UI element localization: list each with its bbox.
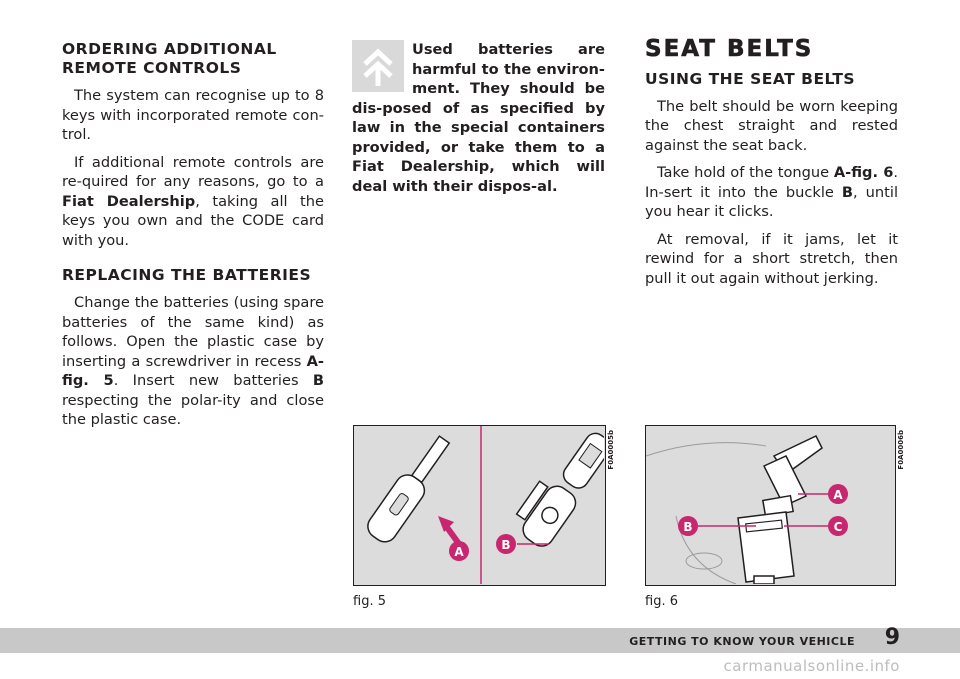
text: , until you hear it clicks. bbox=[645, 183, 898, 220]
figure-6-seat-belt bbox=[645, 425, 896, 586]
section-title: SEAT BELTS bbox=[645, 36, 814, 62]
figure-5-code: F0A0005b bbox=[607, 430, 615, 470]
paragraph bbox=[645, 163, 898, 222]
label-b: B bbox=[501, 538, 511, 552]
bold-text: B bbox=[312, 372, 325, 389]
label-b: B bbox=[683, 520, 693, 534]
heading-ordering-remotes: ORDERING ADDITIONAL REMOTE CONTROLS bbox=[62, 40, 277, 77]
watermark: carmanualsonline.info bbox=[723, 657, 900, 675]
label-a: A bbox=[454, 545, 464, 559]
figure-6-code: F0A0006b bbox=[897, 430, 905, 470]
figure-5-remote-key bbox=[353, 425, 606, 586]
heading-using-seat-belts: USING THE SEAT BELTS bbox=[645, 69, 856, 88]
bold-text: A-fig. 6 bbox=[833, 164, 894, 181]
bold-text: B bbox=[841, 183, 854, 201]
seat-belt-illustration bbox=[646, 426, 894, 584]
text: If additional remote controls are re-quired for any reasons, go to a bbox=[62, 153, 324, 190]
figure-5-caption: fig. 5 bbox=[353, 594, 386, 609]
bold-text: Fiat Dealership bbox=[62, 192, 196, 210]
figure-6-caption: fig. 6 bbox=[645, 594, 678, 609]
environment-warning-icon bbox=[352, 40, 404, 92]
text: , taking all the keys you own and the CODE card with you. bbox=[62, 192, 325, 249]
label-a: A bbox=[833, 488, 843, 502]
paragraph bbox=[62, 86, 324, 145]
right-column bbox=[645, 36, 898, 288]
paragraph: The belt should be worn keeping the chest straight and rested against the seat back. bbox=[645, 97, 898, 154]
text: The system can recognise up to 8 keys with incorporated remote con-trol. bbox=[62, 87, 324, 143]
paragraph bbox=[62, 153, 324, 251]
label-c: C bbox=[833, 520, 843, 534]
page-number: 9 bbox=[884, 625, 900, 650]
battery-disposal-warning: Used batteries are harmful to the environ-ment. They should be dis-posed of as specified by law in the special containers provided, or take them to a Fiat Dealership, which will deal with their dispos-al. bbox=[352, 41, 605, 195]
text: Change the batteries (using spare batteries of the same kind) as follows. Open the plastic case by inserting a screwdriver in recess bbox=[62, 294, 324, 370]
text: . In-sert it into the buckle bbox=[645, 164, 898, 201]
remote-key-illustration bbox=[354, 426, 604, 584]
left-column bbox=[62, 40, 324, 430]
footer-section-title: GETTING TO KNOW YOUR VEHICLE bbox=[629, 635, 855, 648]
paragraph bbox=[62, 293, 324, 430]
text: respecting the polar-ity and close the plastic case. bbox=[62, 391, 324, 428]
text: . Insert new batteries bbox=[113, 372, 313, 389]
heading-replacing-batteries: REPLACING THE BATTERIES bbox=[62, 266, 312, 284]
middle-column bbox=[352, 40, 605, 196]
text: Take hold of the tongue bbox=[657, 164, 834, 181]
paragraph: At removal, if it jams, let it rewind for a short stretch, then pull it out again without jerking. bbox=[645, 230, 898, 287]
bold-text: A-fig. 5 bbox=[62, 352, 324, 389]
